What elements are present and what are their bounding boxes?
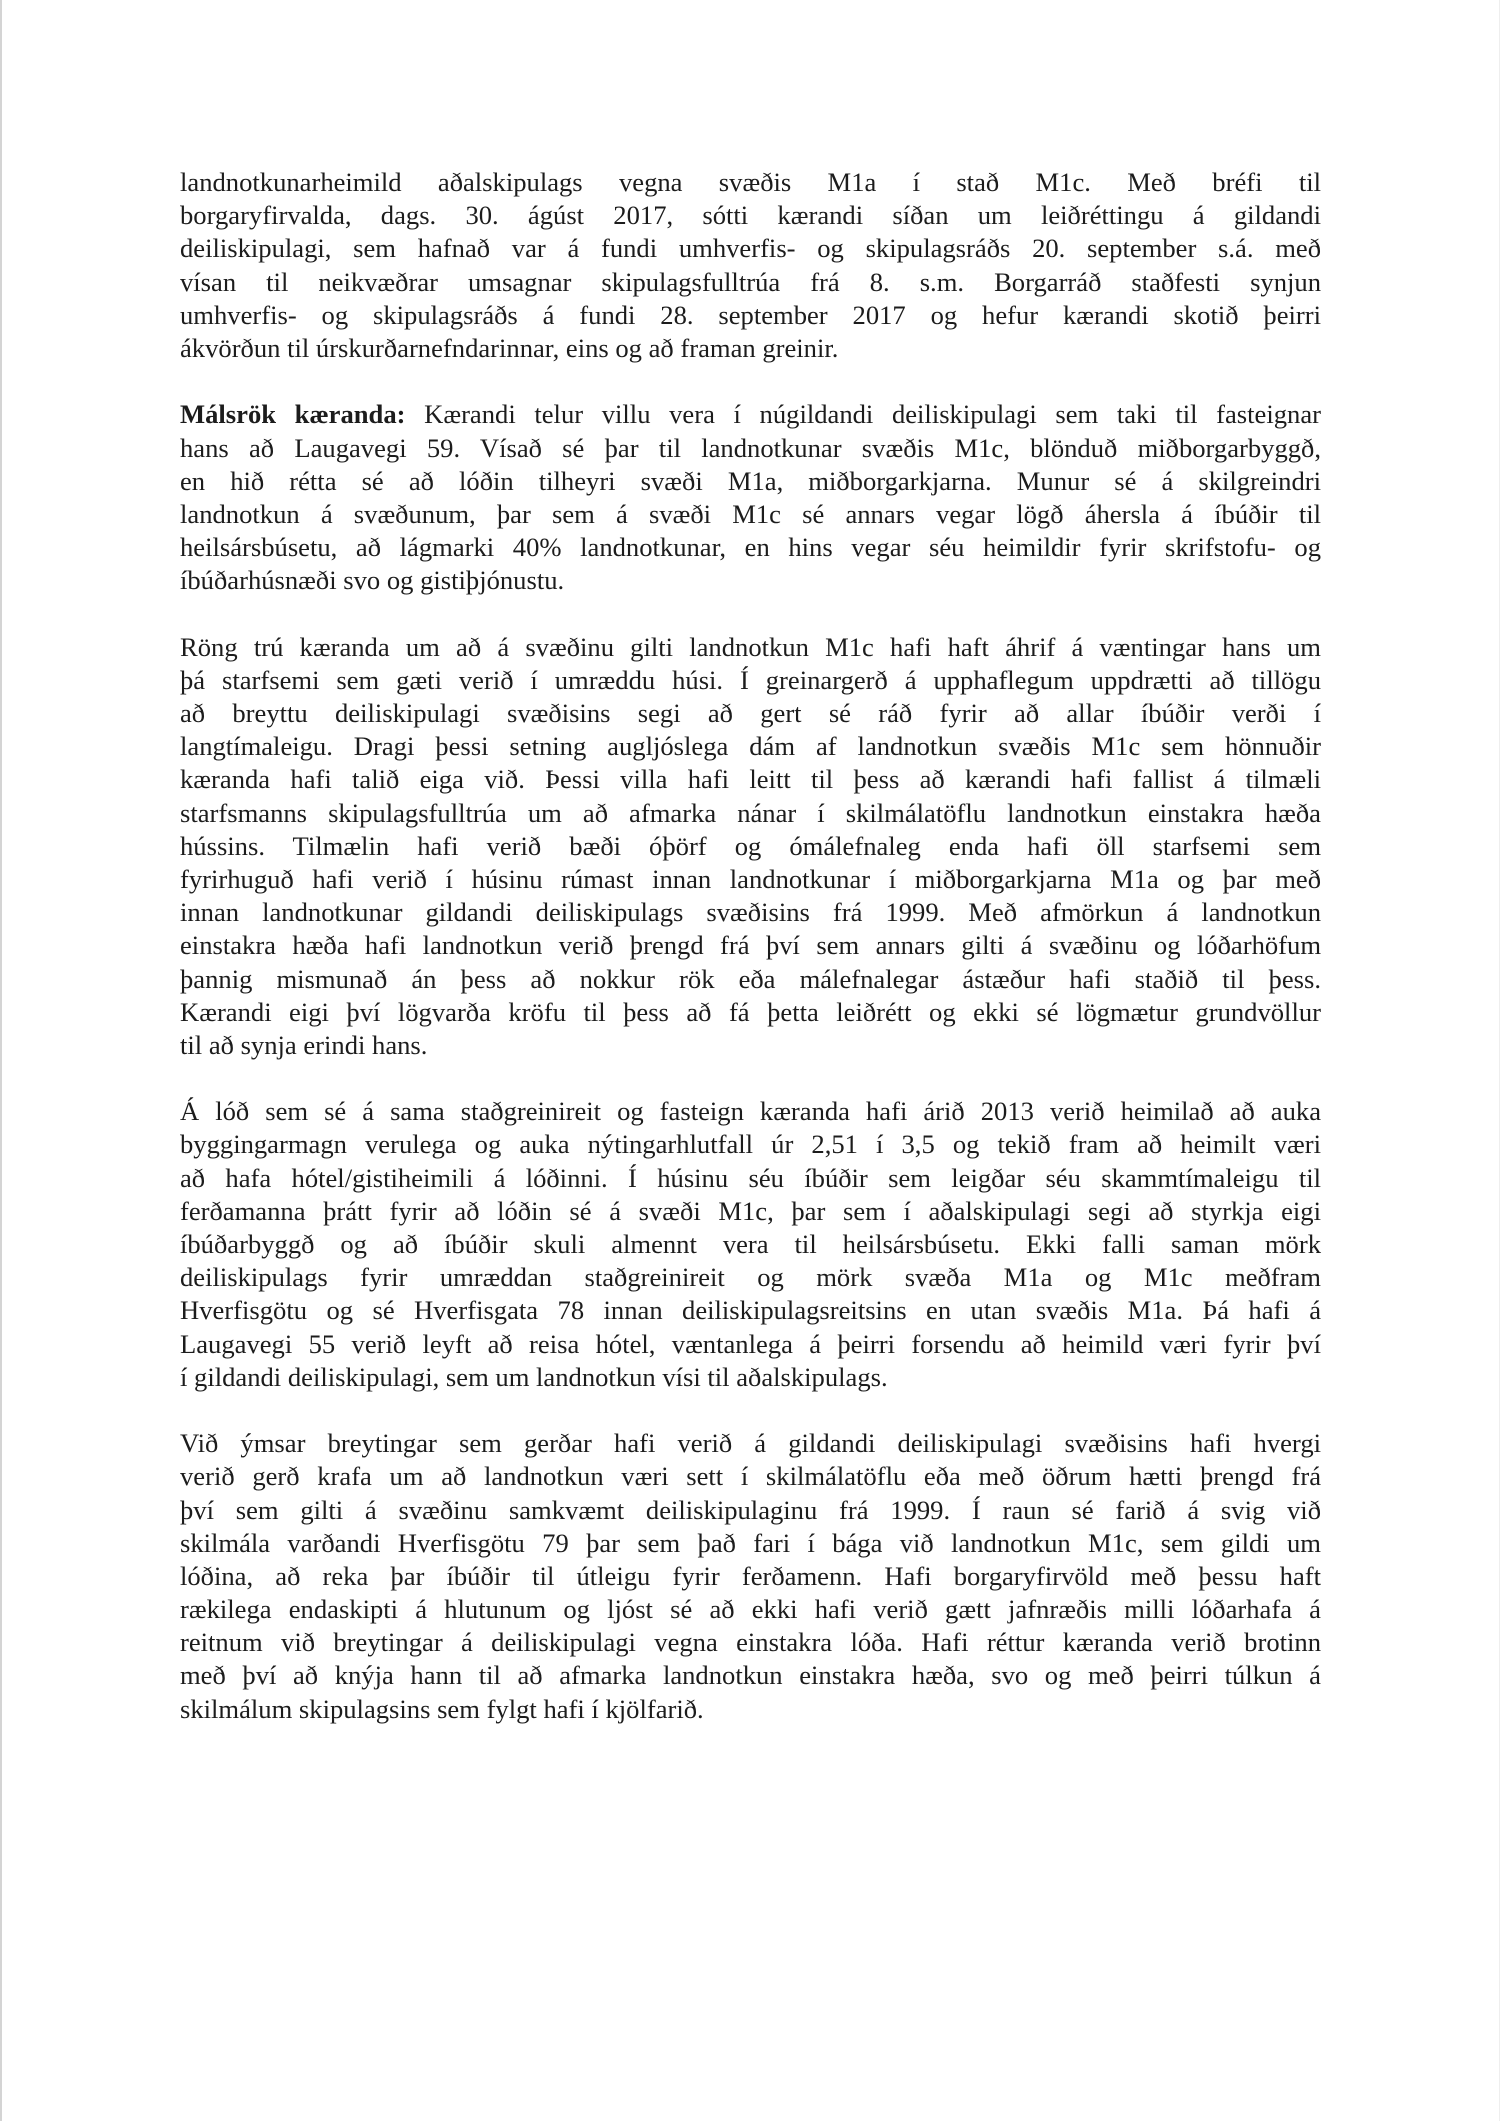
- section-heading: Málsrök kæranda:: [180, 399, 406, 430]
- text-line: Röng trú kæranda um að á svæðinu gilti landnotkun M1c hafi haft áhrif á væntingar hans um: [180, 631, 1321, 662]
- text-line: heilsársbúsetu, að lágmarki 40% landnotkunar, en hins vegar séu heimildir fyrir skrifstofu- og: [180, 532, 1321, 563]
- text-line: vísan til neikvæðrar umsagnar skipulagsfulltrúa frá 8. s.m. Borgarráð staðfesti synjun: [180, 266, 1321, 297]
- text-line: ákvörðun til úrskurðarnefndarinnar, eins og að framan greinir.: [180, 332, 839, 363]
- text-line: að hafa hótel/gistiheimili á lóðinni. Í húsinu séu íbúðir sem leigðar séu skammtímaleigu til: [180, 1162, 1321, 1193]
- text-line: umhverfis- og skipulagsráðs á fundi 28. september 2017 og hefur kærandi skotið þeirri: [180, 299, 1321, 330]
- text-line: með því að knýja hann til að afmarka landnotkun einstakra hæða, svo og með þeirri túlkun á: [180, 1660, 1321, 1691]
- paragraph-neighbouring-lot: [180, 1095, 1321, 1394]
- text-line: Laugavegi 55 verið leyft að reisa hótel, væntanlega á þeirri forsendu að heimild væri fyrir því: [180, 1328, 1321, 1359]
- text-line: þannig mismunað án þess að nokkur rök eða málefnalegar ástæður hafi staðið til þess.: [180, 963, 1321, 994]
- text-run: Kærandi telur villu vera í núgildandi deiliskipulagi sem taki til fasteignar: [405, 399, 1321, 430]
- text-line: reitnum við breytingar á deiliskipulagi vegna einstakra lóða. Hafi réttur kæranda verið brotinn: [180, 1627, 1321, 1658]
- text-line: rækilega endaskipti á hlutunum og ljóst sé að ekki hafi verið gætt jafnræðis milli lóðarhafa á: [180, 1594, 1321, 1625]
- text-line: byggingarmagn verulega og auka nýtingarhlutfall úr 2,51 í 3,5 og tekið fram að heimilt væri: [180, 1129, 1321, 1160]
- text-line: ferðamanna þrátt fyrir að lóðin sé á svæði M1c, þar sem í aðalskipulagi segi að styrkja eigi: [180, 1195, 1321, 1226]
- text-line: einstakra hæða hafi landnotkun verið þrengd frá því sem annars gilti á svæðinu og lóðarhöfum: [180, 930, 1321, 961]
- text-line: hans að Laugavegi 59. Vísað sé þar til landnotkunar svæðis M1c, blönduð miðborgarbyggð,: [180, 432, 1321, 463]
- text-line: því sem gilti á svæðinu samkvæmt deiliskipulaginu frá 1999. Í raun sé farið á svig við: [180, 1494, 1321, 1525]
- text-line: landnotkunarheimild aðalskipulags vegna svæðis M1a í stað M1c. Með bréfi til: [180, 167, 1321, 197]
- text-line: íbúðarbyggð og að íbúðir skuli almennt vera til heilsársbúsetu. Ekki falli saman mörk: [180, 1229, 1321, 1259]
- document-body: [180, 166, 1321, 1759]
- text-line: landnotkun á svæðunum, þar sem á svæði M1c sé annars vegar lögð áhersla á íbúðir til: [180, 498, 1321, 529]
- text-line: Við ýmsar breytingar sem gerðar hafi verið á gildandi deiliskipulagi svæðisins hafi hvergi: [180, 1428, 1321, 1459]
- text-line: deiliskipulagi, sem hafnað var á fundi umhverfis- og skipulagsráðs 20. september s.á. með: [180, 233, 1321, 264]
- text-line: Á lóð sem sé á sama staðgreinireit og fasteign kæranda hafi árið 2013 verið heimilað að auka: [180, 1096, 1321, 1127]
- text-line: þá starfsemi sem gæti verið í umræddu húsi. Í greinargerð á upphaflegum uppdrætti að tillögu: [180, 664, 1321, 695]
- text-line: Hverfisgötu og sé Hverfisgata 78 innan deiliskipulagsreitsins en utan svæðis M1a. Þá hafi á: [180, 1295, 1321, 1326]
- text-line: langtímaleigu. Dragi þessi setning augljóslega dám af landnotkun svæðis M1c sem hönnuðir: [180, 731, 1321, 762]
- paragraph-plan-changes: [180, 1427, 1321, 1726]
- text-line: til að synja erindi hans.: [180, 1029, 428, 1060]
- scan-edge: [0, 0, 2, 2121]
- text-line: borgaryfirvalda, dags. 30. ágúst 2017, sótti kærandi síðan um leiðréttingu á gildandi: [180, 200, 1321, 231]
- text-line: innan landnotkunar gildandi deiliskipulags svæðisins frá 1999. Með afmörkun á landnotkun: [180, 897, 1321, 928]
- text-line: hússins. Tilmælin hafi verið bæði óþörf og ómálefnaleg enda hafi öll starfsemi sem: [180, 830, 1321, 861]
- paragraph-appellant-arguments: [180, 398, 1321, 597]
- paragraph-procedural-history: [180, 166, 1321, 365]
- text-line: skilmálum skipulagsins sem fylgt hafi í kjölfarið.: [180, 1693, 704, 1724]
- text-line: að breyttu deiliskipulagi svæðisins segi að gert sé ráð fyrir að allar íbúðir verði í: [180, 698, 1321, 728]
- text-line: í gildandi deiliskipulagi, sem um landnotkun vísi til aðalskipulags.: [180, 1361, 888, 1392]
- text-line: skilmála varðandi Hverfisgötu 79 þar sem það fari í bága við landnotkun M1c, sem gildi um: [180, 1527, 1321, 1558]
- text-line: Kærandi eigi því lögvarða kröfu til þess að fá þetta leiðrétt og ekki sé lögmætur grundvöllur: [180, 996, 1321, 1027]
- text-line: deiliskipulags fyrir umræddan staðgreinireit og mörk svæða M1a og M1c meðfram: [180, 1262, 1321, 1293]
- text-line: fyrirhuguð hafi verið í húsinu rúmast innan landnotkunar í miðborgarkjarna M1a og þar með: [180, 863, 1321, 894]
- text-line: [180, 398, 1321, 431]
- text-line: starfsmanns skipulagsfulltrúa um að afmarka nánar í skilmálatöflu landnotkun einstakra hæða: [180, 797, 1321, 828]
- text-line: verið gerð krafa um að landnotkun væri sett í skilmálatöflu eða með öðrum hætti þrengd frá: [180, 1461, 1321, 1492]
- text-line: en hið rétta sé að lóðin tilheyri svæði M1a, miðborgarkjarna. Munur sé á skilgreindri: [180, 465, 1321, 496]
- paragraph-mistaken-belief: [180, 631, 1321, 1062]
- text-line: kæranda hafi talið eiga við. Þessi villa hafi leitt til þess að kærandi hafi fallist á tilmæli: [180, 764, 1321, 795]
- text-line: íbúðarhúsnæði svo og gistiþjónustu.: [180, 565, 565, 596]
- text-line: lóðina, að reka þar íbúðir til útleigu fyrir ferðamenn. Hafi borgaryfirvöld með þessu haft: [180, 1560, 1321, 1591]
